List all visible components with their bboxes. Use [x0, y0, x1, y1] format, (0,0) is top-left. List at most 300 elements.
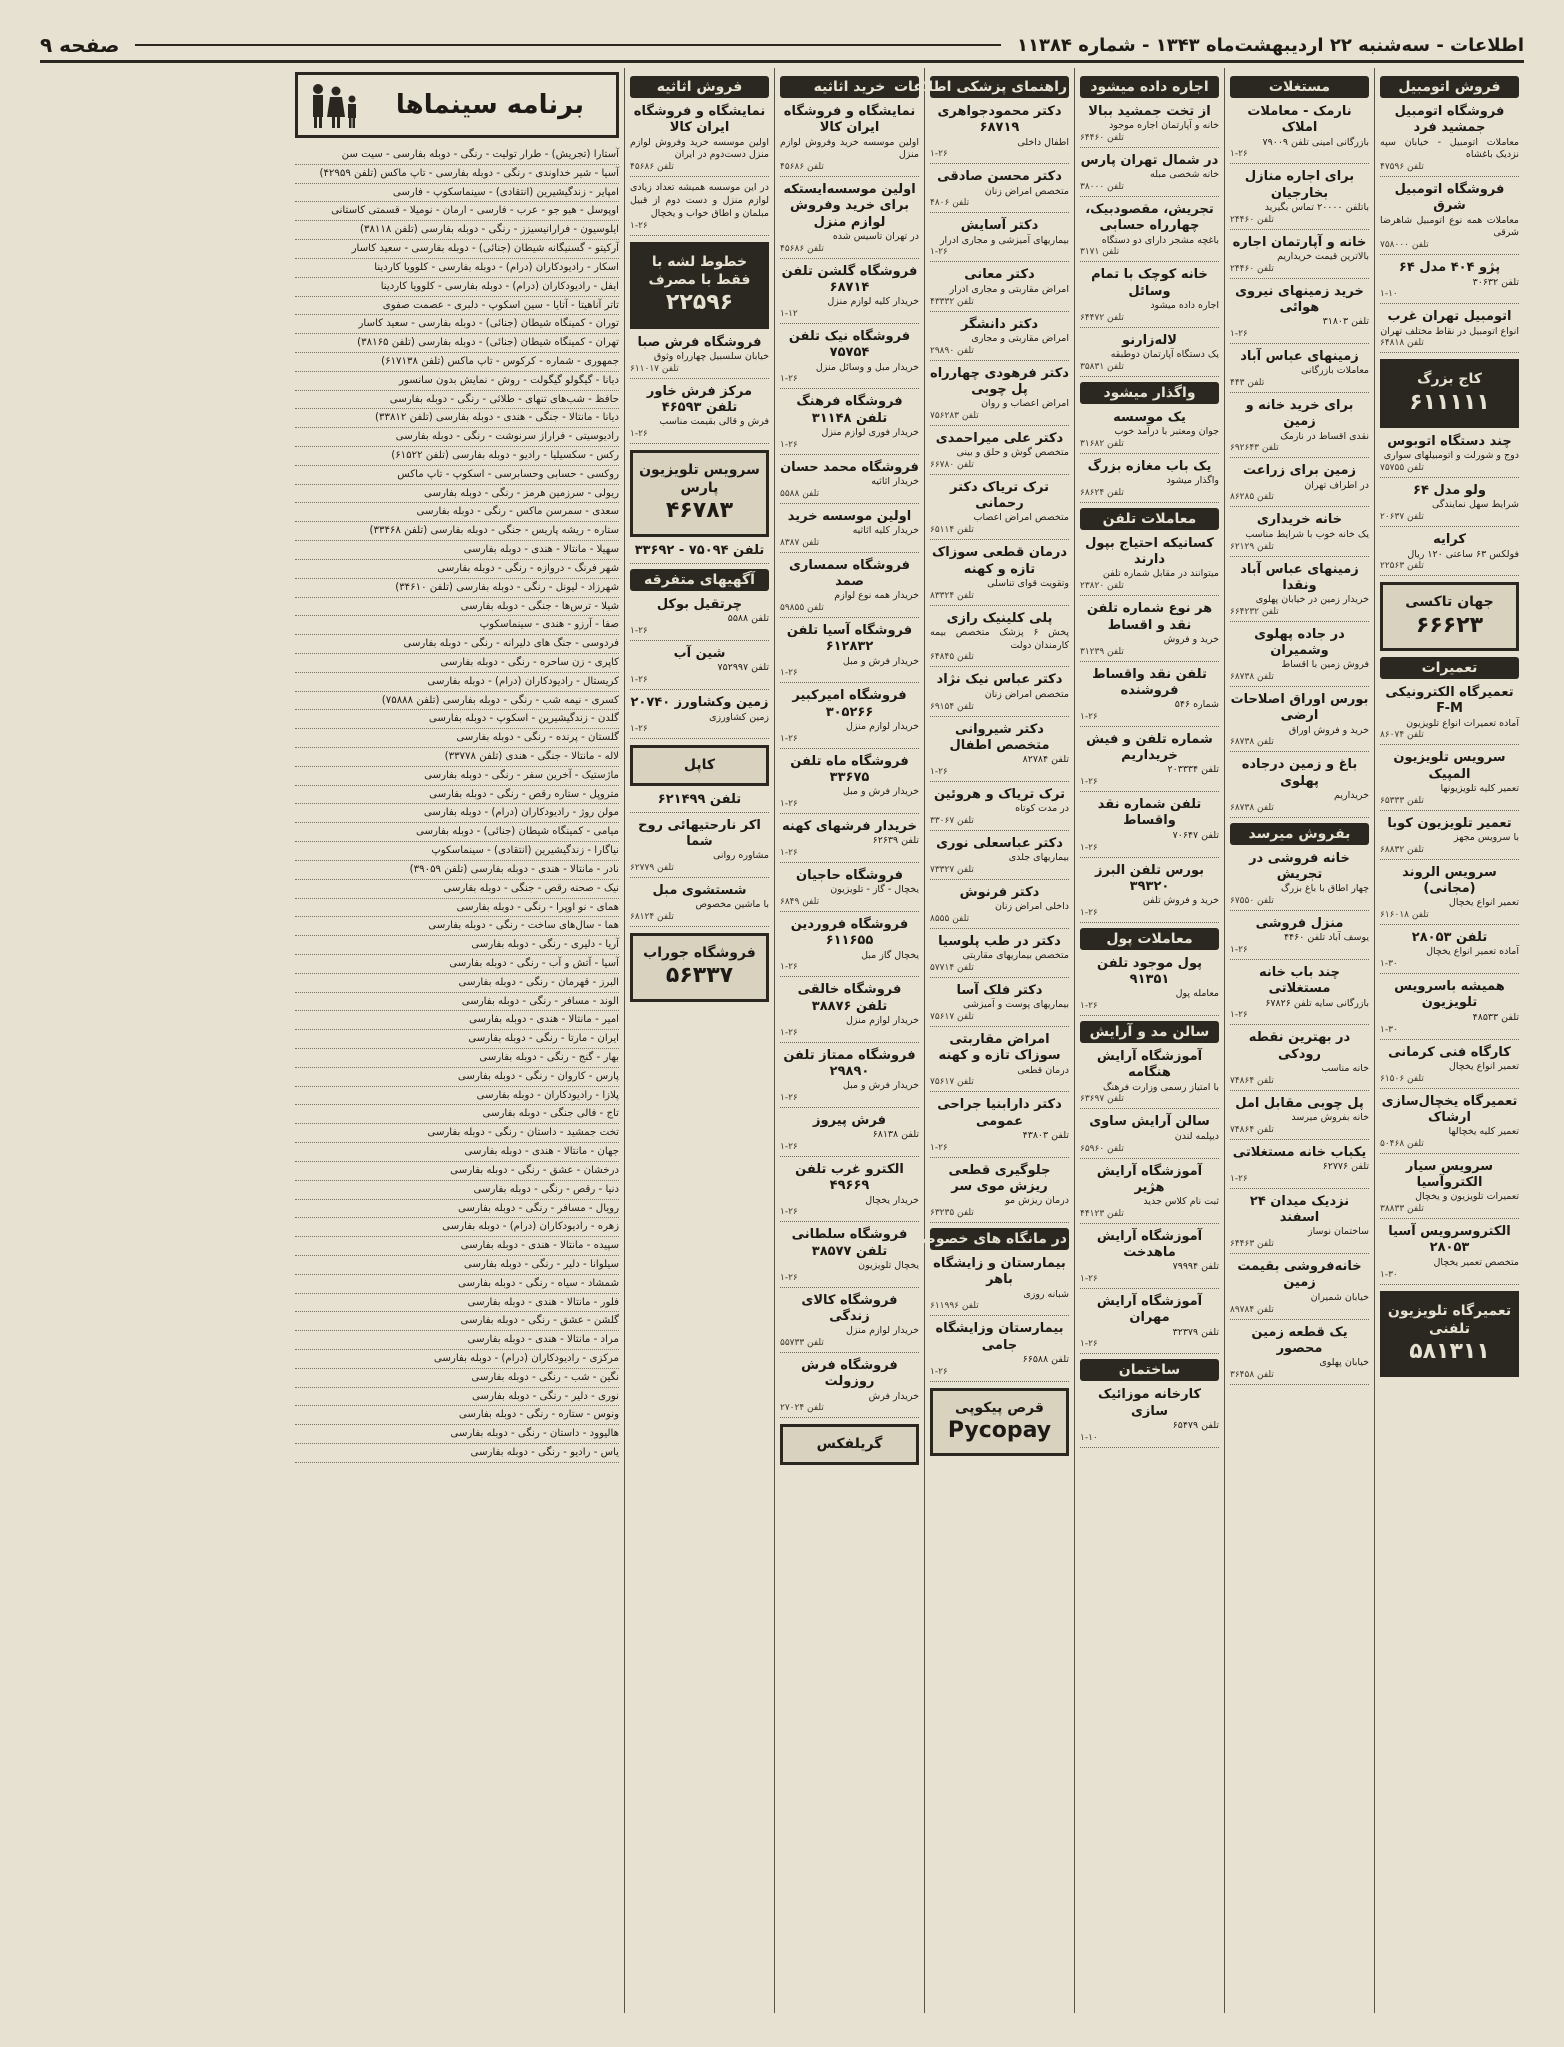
ad-body: خانه بفروش میرسد	[1291, 1112, 1369, 1123]
classified-ad	[1230, 1194, 1369, 1254]
ad-contact: تلفن ۸۳۸۷	[780, 537, 820, 548]
classified-ad	[930, 836, 1069, 880]
ad-title: دکتر فرنوش	[959, 884, 1040, 900]
classified-ad	[930, 1321, 1069, 1381]
ad-contact: تلفن ۳۸۰۰۰	[1080, 182, 1124, 193]
classified-ad	[630, 597, 769, 641]
ad-contact: ۱-۲۶	[780, 799, 798, 809]
cinema-listing: نگین - شب - رنگی - دوبله بفارسی	[295, 1369, 619, 1388]
ad-title: باغ و زمین درجاده پهلوی	[1241, 757, 1358, 789]
ad-title: آموزشگاه آرایش ماهدخت	[1096, 1228, 1203, 1261]
cinema-listing: سهیلا - مانتالا - هندی - دوبله بفارسی	[295, 541, 619, 560]
ad-contact: ۱-۲۶	[780, 848, 798, 859]
ad-body: خریدار یخچال	[865, 1194, 919, 1206]
ad-contact: تلفن ۲۴۴۶۰	[1230, 214, 1274, 225]
ad-contact: تلفن ۳۳۰۶۷	[930, 815, 974, 826]
classified-ad	[930, 1256, 1069, 1316]
ad-title: دکتر دارابنیا جراحی عمومی	[937, 1097, 1062, 1129]
ad-body: خریدار کلیه اثاثیه	[852, 524, 919, 536]
ad-contact: تلفن ۶۲۷۷۹	[630, 863, 674, 874]
ad-body: معاملات بازرگانی	[1301, 365, 1369, 377]
cinema-listing: امیر - مانتالا - هندی - دوبله بفارسی	[295, 1011, 619, 1030]
ad-contact: تلفن ۴۷۵۹۶	[1380, 162, 1424, 173]
ad-body: امراض اعصاب و روان	[981, 398, 1069, 410]
ad-contact: ۱-۲۶	[930, 1142, 948, 1153]
cinema-listing: نیاگارا - زندگیشیرین (انتقادی) - سینماسکوپ	[295, 842, 619, 861]
ad-contact: تلفن ۷۴۸۶۴	[1230, 1075, 1274, 1086]
ad-title: دکتر فرهودی چهارراه پل چوبی	[930, 365, 1069, 397]
ad-body: تعمیرات تلویزیون و یخچال	[1415, 1191, 1519, 1203]
ad-body: با سرویس مجهز	[1454, 832, 1519, 843]
classified-ad	[1230, 1030, 1369, 1090]
classified-ad	[780, 1293, 919, 1353]
cinema-listing: فردوسی - جنگ های دلیرانه - رنگی - دوبله بفارسی	[295, 635, 619, 654]
cinema-listing: یاس - رادیو - رنگی - دوبله بفارسی	[295, 1444, 619, 1463]
ad-title: فرش پیروز	[813, 1113, 886, 1129]
classified-ad	[780, 1227, 919, 1287]
classified-ad	[780, 182, 919, 259]
ad-body: آماده تعمیرات انواع تلویزیون	[1406, 717, 1519, 729]
classified-ad	[930, 317, 1069, 361]
cinema-listing: بهار - گنج - رنگی - دوبله بفارسی	[295, 1049, 619, 1068]
classified-ad	[930, 722, 1069, 782]
ad-body: یخچال - گاز - تلویزیون	[830, 884, 919, 896]
classified-ad	[780, 460, 919, 504]
ad-body: تلفن ۶۵۴۷۹	[1172, 1419, 1219, 1431]
ad-body: خرید و فروش تلفن	[1142, 895, 1219, 906]
ad-body: نقدی اقساط در نارمک	[1280, 430, 1369, 442]
ad-body: بیماریهای جلدی	[1008, 852, 1069, 864]
classified-ad	[630, 335, 769, 379]
classified-ad	[780, 1162, 919, 1222]
classified-ad	[630, 182, 769, 235]
ad-body: ثبت نام کلاس جدید	[1143, 1196, 1219, 1207]
ad-title: اولین موسسه‌ایستکه برای خرید وفروش لوازم منزل	[783, 182, 916, 230]
cinema-listing: رکس - سکسیلیا - رادیو - دوبله بفارسی (تلفن ۶۱۵۲۲)	[295, 447, 619, 466]
classified-ad	[1380, 182, 1519, 255]
classified-column	[624, 68, 774, 2013]
ad-contact: تلفن ۵۹۸۵۵	[780, 603, 824, 614]
ad-contact: تلفن ۴۴۳	[1230, 378, 1265, 389]
ad-title: پژو ۴۰۴ مدل ۶۴	[1398, 260, 1501, 276]
classified-ad	[1080, 1387, 1219, 1447]
ad-contact: تلفن ۵۰۴۶۸	[1380, 1138, 1424, 1149]
section-heading: اجاره داده میشود	[1080, 76, 1219, 98]
ad-body: یک خانه خوب با شرایط مناسب	[1245, 528, 1369, 540]
classified-ad	[780, 688, 919, 748]
classified-ad	[930, 983, 1069, 1027]
ad-contact: تلفن ۸۵۵۵	[930, 914, 970, 924]
ad-contact: ۱-۲۶	[1080, 1339, 1098, 1350]
ad-body: متخصص بیماریهای مقاربتی	[962, 950, 1069, 962]
ad-title: دکتر محسن صادقی	[937, 169, 1062, 185]
ad-title: آموزشگاه آرایش هژیر	[1096, 1163, 1203, 1195]
ad-contact: ۱-۱۰	[1080, 1432, 1098, 1443]
ad-contact: ۱-۲۶	[930, 149, 948, 160]
classified-ad	[1380, 865, 1519, 925]
classified-ad	[630, 695, 769, 739]
cinema-listing: گلشن - عشق - رنگی - دوبله بفارسی	[295, 1312, 619, 1331]
ad-title: تلفن شماره نقد واقساط	[1097, 797, 1202, 829]
ad-body: خریدار فرش و مبل	[842, 655, 919, 667]
cinema-listing: آسیا - آتش و آب - رنگی - دوبله بفارسی	[295, 955, 619, 974]
ad-title: فروشگاه فرهنگ تلفن ۳۱۱۴۸	[796, 394, 903, 426]
ad-body: خیابان شمیران	[1310, 1291, 1369, 1303]
cinema-listing: آسیا - شیر خداوندی - رنگی - دوبله بفارسی - تاپ ماکس (تلفن ۴۲۹۵۹)	[295, 165, 619, 184]
ad-body: باغچه مشجر دارای دو دستگاه	[1101, 234, 1219, 246]
ad-body: دیپلمه لندن	[1174, 1130, 1219, 1142]
classified-ad	[780, 819, 919, 863]
ad-title: تلفن ۷۵۰۹۴ - ۳۳۶۹۲	[634, 542, 765, 558]
ad-title: همیشه باسرویس تلویزیون	[1394, 979, 1505, 1011]
classified-ad	[1080, 410, 1219, 454]
display-ad-number: ۶۶۶۲۳	[1415, 612, 1484, 638]
classified-ad	[1230, 1096, 1369, 1140]
ad-title: آموزشگاه آرایش مهران	[1096, 1294, 1203, 1326]
ad-body: فرش و قالی بقیمت مناسب	[659, 416, 769, 428]
ad-body: متخصص امراض زنان	[984, 185, 1069, 197]
cinema-listing: شهر فرنگ - دروازه - رنگی - دوبله بفارسی	[295, 560, 619, 579]
ad-contact: تلفن ۲۲۵۶۳	[1380, 561, 1424, 572]
display-ad-text: فروشگاه جوراب	[643, 945, 756, 962]
ad-title: از تخت جمشید ببالا	[1088, 104, 1211, 119]
ad-contact: تلفن ۸۹۷۸۴	[1230, 1304, 1274, 1315]
classified-ad	[780, 1358, 919, 1418]
cinema-listing: البرز - قهرمان - رنگی - دوبله بفارسی	[295, 974, 619, 993]
classified-ad	[1230, 1259, 1369, 1319]
ad-body: چهار اطاق با باغ بزرگ	[1280, 883, 1369, 895]
ad-body: خریدار همه نوع لوازم	[834, 590, 919, 602]
ad-title: تعمیر تلویزیون کوبا	[1387, 815, 1512, 831]
ad-body: یخچال گاز مبل	[861, 949, 919, 961]
cinema-listing: روکسی - حسابی وحسابرسی - اسکوپ - تاپ ماکس	[295, 466, 619, 485]
cinema-listing: دنیا - رقص - رنگی - دوبله بفارسی	[295, 1181, 619, 1200]
ad-contact: تلفن ۶۳۲۳۵	[930, 1208, 974, 1219]
ad-body: اولین موسسه خرید وفروش لوازم منزل	[780, 136, 919, 161]
classified-ad	[780, 1048, 919, 1108]
ad-body: اولین موسسه خرید وفروش لوازم منزل دست‌دوم در ایران	[630, 136, 769, 161]
ad-body: متخصص امراض اعصاب	[973, 512, 1069, 524]
ad-body: دوج و شورلت و اتومبیلهای سواری	[1383, 450, 1519, 462]
ad-body: تلفن ۴۸۵۳۳	[1472, 1011, 1519, 1023]
display-ad-text: خطوط لشه با فقط با مصرف	[648, 253, 751, 288]
classified-ad	[1080, 1294, 1219, 1354]
ad-title: تلفن ۲۸۰۵۳	[1411, 930, 1488, 946]
classified-ad	[1230, 562, 1369, 622]
ad-contact: ۱-۱۲	[780, 309, 798, 319]
ad-contact: ۱-۲۶	[1230, 329, 1248, 339]
ad-contact: تلفن ۲۴۴۶۰	[1230, 263, 1274, 274]
ad-title: نارمک - معاملات املاک	[1247, 104, 1352, 136]
ad-contact: ۱-۲۶	[780, 374, 798, 385]
classified-ad	[1230, 104, 1369, 164]
classified-ad	[1380, 434, 1519, 478]
ad-body: تعمیر کلیه یخچالها	[1448, 1126, 1519, 1138]
cinema-title-text: برنامه سینماها	[395, 90, 585, 120]
display-ad-box	[630, 933, 769, 1002]
classified-ad	[780, 623, 919, 683]
cinema-listing: ایلوسیون - فرارانیسیزز - رنگی - دوبله بفارسی (تلفن ۳۸۱۱۸)	[295, 221, 619, 240]
ad-contact: تلفن ۴۵۶۸۶	[630, 162, 674, 173]
classified-ad	[1380, 104, 1519, 177]
cinema-listing: سپیده - مانتالا - هندی - دوبله بفارسی	[295, 1237, 619, 1256]
ad-body: خریداریم	[1334, 789, 1369, 801]
ad-contact: تلفن ۶۸۷۳۸	[1230, 802, 1274, 813]
ad-body: درمان ریزش مو	[1005, 1195, 1069, 1207]
ad-title: نمایشگاه و فروشگاه ایران کالا	[633, 104, 766, 136]
ad-body: خریدار فرش و مبل	[842, 786, 919, 798]
ad-contact: تلفن ۶۸۴۹	[780, 897, 820, 908]
classified-ad	[1230, 1145, 1369, 1189]
ad-title: دکتر عباس نیک نژاد	[936, 672, 1063, 688]
classified-ad	[930, 169, 1069, 213]
ad-title: یک باب مغازه بزرگ	[1087, 458, 1212, 474]
ad-title: دکتر دانشگر	[960, 316, 1039, 332]
ad-contact: تلفن ۷۵۶۲۸۳	[930, 410, 979, 421]
display-ad-number: ۴۶۷۸۳	[665, 498, 734, 524]
page-number: صفحه ۹	[40, 33, 120, 57]
classified-column	[1074, 68, 1224, 2013]
ad-contact: تلفن ۸۳۳۲۴	[930, 590, 974, 601]
cinema-listing: کسری - نیمه شب - رنگی - دوبله بفارسی (تلفن ۷۵۸۸۸)	[295, 692, 619, 711]
ad-title: فروشگاه ممتاز تلفن ۲۹۸۹۰	[783, 1047, 916, 1079]
ad-body: بازرگانی سایه تلفن ۶۷۸۲۶	[1265, 997, 1369, 1009]
cinema-listing: رادیوسیتی - فراراز سرنوشت - رنگی - دوبله بفارسی	[295, 428, 619, 447]
ad-title: سرویس سیار الکتروآسیا	[1405, 1158, 1494, 1191]
display-ad-box	[780, 1424, 919, 1464]
display-ad-box	[630, 450, 769, 537]
ad-body: باتلفن ۲۰۰۰۰ تماس بگیرید	[1264, 201, 1369, 213]
ad-contact: ۱-۲۶	[780, 733, 798, 744]
cinema-listing: دیانا - گیگولو گیگولت - روش - نمایش بدون سانسور	[295, 372, 619, 391]
ad-title: اولین موسسه خرید	[787, 508, 912, 524]
ad-title: در شمال تهران پارس	[1080, 153, 1219, 169]
ad-title: تلفن ۶۲۱۴۹۹	[657, 791, 742, 807]
cinema-listing: ونوس - ستاره - رنگی - دوبله بفارسی	[295, 1406, 619, 1425]
ad-body: انواع اتومبیل در نقاط مختلف تهران	[1380, 325, 1519, 337]
ad-title: فروشگاه نیک تلفن ۷۵۷۵۴	[788, 329, 911, 361]
ad-title: لاله‌زارنو	[1122, 332, 1177, 348]
classified-ad	[930, 480, 1069, 540]
display-ad-text: تعمیرگاه تلویزیون تلفنی	[1387, 1302, 1512, 1337]
ad-body: تلفن ۶۶۵۸۸	[1022, 1353, 1069, 1365]
ad-contact: تلفن ۳۱۶۸۲	[1080, 438, 1124, 449]
ad-contact: ۱-۲۶	[780, 1272, 798, 1283]
ad-contact: ۱-۲۶	[780, 1027, 798, 1038]
classified-ad	[780, 264, 919, 324]
ad-body: تلفن ۳۰۶۳۲	[1472, 276, 1519, 288]
classified-ad	[1230, 169, 1369, 229]
classified-ad	[930, 1032, 1069, 1092]
ad-contact: ۱-۲۶	[780, 1207, 798, 1218]
ad-body: بیماریهای آمیزشی و مجاری ادرار	[939, 234, 1069, 246]
ad-title: خانه کوچک با تمام وسائل	[1091, 267, 1208, 299]
ad-contact: ۱-۲۶	[1230, 149, 1248, 160]
classified-ad	[1380, 750, 1519, 810]
ad-title: چند باب خانه مستغلاتی	[1258, 965, 1341, 997]
ad-contact: تلفن ۲۷۰۲۴	[780, 1403, 824, 1414]
cinema-listing: توران - کمینگاه شیطان (جنائی) - دوبله بفارسی - سعید کاسار	[295, 315, 619, 334]
classified-ad	[930, 1163, 1069, 1223]
cinema-listing: ایران - مارتا - رنگی - دوبله بفارسی	[295, 1030, 619, 1049]
classified-ad	[1080, 797, 1219, 857]
ad-title: فروشگاه اتومبیل جمشید فرد	[1394, 104, 1505, 136]
ad-title: فروشگاه فروردین ۶۱۱۶۵۵	[790, 917, 909, 949]
ad-contact: تلفن ۶۹۲۶۴۳	[1230, 443, 1279, 454]
cinema-listing: حافظ - شب‌های تنهای - طلائی - رنگی - دوبله بفارسی	[295, 391, 619, 410]
ad-contact: ۱-۲۶	[1080, 907, 1098, 918]
cinema-listing: رویال - مسافر - رنگی - دوبله بفارسی	[295, 1200, 619, 1219]
ad-contact: ۱-۲۶	[1230, 1173, 1248, 1184]
classified-ad	[930, 611, 1069, 668]
ad-body: جوان ومعتبر با درآمد خوب	[1114, 426, 1219, 438]
classified-ad	[1080, 333, 1219, 377]
display-ad-text: سرویس تلویزیون پارس	[639, 461, 760, 497]
classified-ad	[630, 883, 769, 927]
classified-ad	[930, 787, 1069, 831]
ad-contact: تلفن ۶۸۱۲۴	[630, 912, 674, 923]
ad-title: شماره تلفن و فیش خریداریم	[1086, 731, 1213, 764]
classified-ad	[1080, 1229, 1219, 1289]
classified-ad	[930, 545, 1069, 605]
classified-ad	[630, 384, 769, 444]
cinema-listing: آستارا (تجریش) - طرار تولیت - رنگی - دوبله بفارسی - سیت سن	[295, 146, 619, 165]
cinema-listing: هالیوود - داستان - رنگی - دوبله بفارسی	[295, 1425, 619, 1444]
ad-body: تلفن ۴۳۸۰۳	[1022, 1129, 1069, 1141]
classified-ad	[1080, 956, 1219, 1016]
display-ad-text: جهان تاکسی	[1405, 594, 1494, 611]
ad-title: امراض مقاربتی سوزاک تازه و کهنه	[938, 1032, 1061, 1064]
ad-body: متخصص گوش و حلق و بینی	[956, 447, 1069, 459]
classified-ad	[1380, 1159, 1519, 1219]
ad-title: زمین برای زراعت	[1243, 463, 1356, 479]
cinema-listing: امپایر - زندگیشیرین (انتقادی) - سینماسکوپ - فارسی	[295, 184, 619, 203]
cinema-title	[295, 72, 619, 138]
ad-body: فروش زمین با اقساط	[1281, 659, 1369, 671]
ad-contact: تلفن ۳۱۲۳۹	[1080, 646, 1124, 657]
display-ad-number: Pycopay	[947, 1417, 1052, 1443]
cinema-listing: فلور - مانتالا - هندی - دوبله بفارسی	[295, 1294, 619, 1313]
ad-contact: ۱-۲۶	[630, 626, 648, 637]
classified-ad	[1080, 1164, 1219, 1224]
cinema-listing: نادر - مانتالا - هندی - دوبله بفارسی (تلفن ۳۹۰۵۹)	[295, 861, 619, 880]
cinema-listing: پارس - کاروان - رنگی - دوبله بفارسی	[295, 1068, 619, 1087]
ad-body: خرید و فروش	[1163, 633, 1219, 645]
cinema-listing: شمشاد - سیاه - رنگی - دوبله بفارسی	[295, 1275, 619, 1294]
ad-body: تلفن ۲۰۳۳۳۴	[1167, 764, 1219, 776]
cinema-listing: آرکیتو - گسنیگانه شیطان (جنائی) - دوبله بفارسی - سعید کاسار	[295, 240, 619, 259]
ad-contact: تلفن ۶۶۴۲۳۲	[1230, 606, 1279, 617]
cinema-listing: الوند - مسافر - رنگی - دوبله بفارسی	[295, 993, 619, 1012]
ad-body: خریدار لوازم منزل	[845, 1014, 919, 1026]
ad-title: شین آب	[673, 646, 726, 662]
ad-contact: تلفن ۴۵۶۸۶	[780, 162, 824, 173]
ad-contact: تلفن ۷۵۶۱۷	[930, 1077, 974, 1088]
people-figures-icon	[306, 81, 362, 129]
classified-ad	[1380, 260, 1519, 304]
ad-title: اکر نارحتیهائی روح شما	[638, 817, 761, 849]
ad-title: بیمارستان وزایشگاه جامی	[935, 1321, 1064, 1353]
cinema-listing: زهره - رادیودکاران (درام) - دوبله بفارسی	[295, 1218, 619, 1237]
ad-title: چند دستگاه اتوبوس	[1387, 434, 1512, 450]
ad-contact: تلفن ۶۳۶۹۷	[1080, 1094, 1124, 1105]
ad-title: پول موجود تلفن ۹۱۳۵۱	[1097, 955, 1202, 988]
ad-body: مشاوره روانی	[712, 850, 769, 862]
classified-ad	[1230, 692, 1369, 752]
cinema-listing: تاج - فالی جنگی - دوبله بفارسی	[295, 1105, 619, 1124]
classified-ad	[930, 104, 1069, 164]
display-ad-number: ۶۱۱۱۱۱	[1409, 389, 1490, 415]
classified-ad	[1380, 483, 1519, 527]
ad-body: خریدار مبل و وسائل منزل	[815, 361, 919, 373]
classified-column	[1374, 68, 1524, 2013]
ad-body: تعمیر انواع یخچال	[1448, 1060, 1519, 1072]
ad-title: بورس تلفن البرز ۳۹۳۲۰	[1095, 862, 1204, 894]
ad-contact: تلفن ۶۶۷۸۰	[930, 459, 974, 470]
ad-contact: تلفن ۴۸۰۶	[930, 198, 970, 209]
ad-contact: تلفن ۶۴۴۷۲	[1080, 312, 1124, 323]
classified-ad	[1380, 1224, 1519, 1284]
ad-contact: تلفن ۶۱۵۰۶	[1380, 1073, 1424, 1084]
cinema-listing: ایفل - رادیودکاران (درام) - دوبله بفارسی - کلوویا کاردینا	[295, 278, 619, 297]
masthead: اطلاعات - سه‌شنبه ۲۲ اردیبهشت‌ماه ۱۳۴۳ - شماره ۱۱۳۸۴	[1016, 34, 1524, 56]
ad-body: در این موسسه همیشه تعداد زیادی لوازم منزل و دست دوم از قبیل مبلمان و اطاق خواب و یخچال	[630, 182, 769, 219]
cinema-listing: نیک - صحنه رقص - جنگی - دوبله بفارسی	[295, 880, 619, 899]
cinema-listing: سعدی - سمرسن ماکس - رنگی - دوبله بفارسی	[295, 503, 619, 522]
ad-title: فروشگاه ماه تلفن ۳۳۶۷۵	[790, 753, 909, 785]
classified-ad	[780, 509, 919, 553]
classified-ad	[630, 792, 769, 813]
ad-body: خانه و آپارتمان اجاره موجود	[1109, 120, 1219, 132]
ad-body: تلفن ۶۸۱۳۸	[872, 1129, 919, 1141]
ad-contact: تلفن ۴۴۱۲۳	[1080, 1208, 1124, 1219]
classified-ad	[1380, 930, 1519, 974]
classified-ad	[1230, 398, 1369, 458]
ad-title: فروشگاه امیرکبیر ۳۰۵۲۶۶	[792, 688, 907, 720]
ad-body: وتقویت قوای تناسلی	[987, 577, 1069, 589]
display-ad-box	[1380, 1291, 1519, 1378]
ad-title: دکتر محمودجواهری ۶۸۷۱۹	[937, 104, 1062, 136]
ad-body: خریدار لوازم منزل	[845, 720, 919, 732]
classified-ad	[780, 104, 919, 177]
display-ad-text: کاپل	[683, 757, 716, 774]
ad-contact: ۱-۲۶	[930, 247, 948, 258]
ad-body: تلفن ۶۲۷۷۶	[1322, 1161, 1369, 1173]
ad-contact: تلفن ۸۶۰۷۴	[1380, 730, 1424, 741]
ad-title: کسانیکه احتیاج بپول دارند	[1085, 535, 1214, 568]
classified-ad	[930, 366, 1069, 426]
cinema-listing: هما - سال‌های ساخت - رنگی - دوبله بفارسی	[295, 917, 619, 936]
classified-ad	[780, 1113, 919, 1157]
classified-ad	[1230, 463, 1369, 507]
ad-contact: تلفن ۷۴۸۶۴	[1230, 1124, 1274, 1135]
classified-ad	[1080, 667, 1219, 727]
ad-body: متخصص امراض زنان	[984, 688, 1069, 700]
ad-body: تلفن ۵۵۸۸	[727, 613, 769, 625]
ad-contact: ۱-۲۶	[1080, 842, 1098, 853]
classified-ad	[1230, 349, 1369, 393]
ad-title: فروشگاه خالقی تلفن ۳۸۸۷۶	[797, 982, 902, 1014]
ad-contact: ۱-۲۶	[630, 428, 648, 439]
cinema-listing: صفا - آرزو - هندی - سینماسکوپ	[295, 616, 619, 635]
ad-body: خریدار لوازم منزل	[845, 1325, 919, 1337]
ad-title: ترک تریاک دکتر رحمانی	[950, 479, 1049, 512]
ad-title: چرتقیل بوکل	[656, 597, 743, 613]
ad-title: سرویس تلویزیون المپیک	[1393, 750, 1506, 782]
classified-ad	[1380, 1094, 1519, 1154]
cinema-listing: گلستان - پرنده - رنگی - دوبله بفارسی	[295, 729, 619, 748]
ad-contact: تلفن ۶۴۴۶۳	[1230, 1239, 1274, 1250]
